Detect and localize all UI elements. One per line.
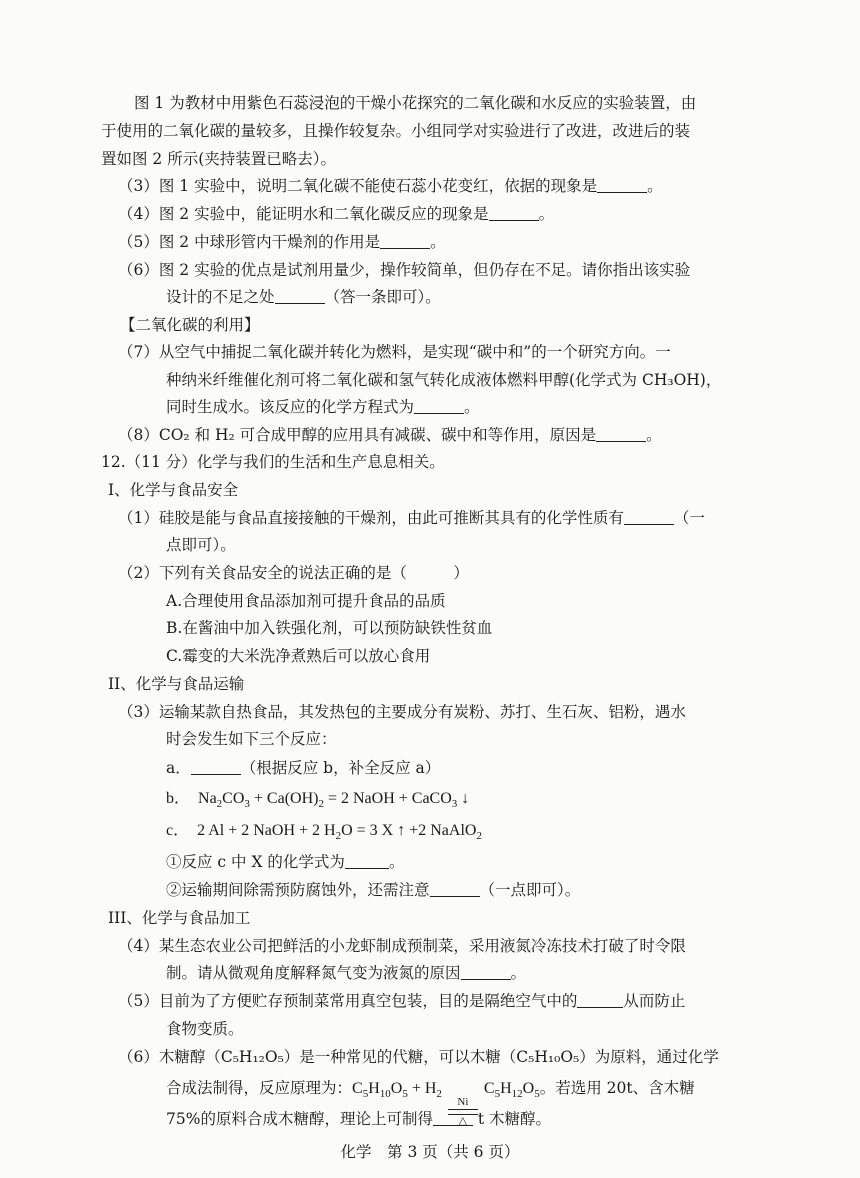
question-3: （3）图 1 实验中，说明二氧化碳不能使石蕊小花变红，依据的现象是 。: [118, 177, 663, 195]
question-12-header: 12.（11 分）化学与我们的生活和生产息息相关。: [101, 453, 445, 471]
equation-c: 2 Al + 2 NaOH + 2 $H_2O = 3$ X ↑ +2 NaAlO$_2$: [193, 822, 482, 843]
q12-6-line-2: 合成法制得，反应原理为：$C_5H_{10}O_5 + H_2$ Ni △ $C_5H_{12}O_5$。若选用 20t、含木糖: [166, 1079, 695, 1127]
q12-1-line-1: （1）硅胶是能与食品直接接触的干燥剂，由此可推断其具有的化学性质有 （一: [118, 509, 705, 527]
answer-blank[interactable]: [577, 993, 623, 1008]
section-II: II、化学与食品运输: [108, 675, 245, 693]
section-I: I、化学与食品安全: [108, 481, 239, 499]
reaction-a: a． （根据反应 b，补全反应 a）: [166, 759, 441, 777]
answer-blank[interactable]: [489, 206, 539, 221]
q12-6-line-1: （6）木糖醇（C₅H₁₂O₅）是一种常见的代糖，可以木糖（C₅H₁₀O₅）为原料，通过化学: [118, 1048, 719, 1066]
page-footer: 化学 第 3 页（共 6 页）: [340, 1143, 520, 1161]
answer-blank[interactable]: [461, 965, 511, 980]
q12-6-line-3: 75%的原料合成木糖醇，理论上可制得 t 木糖醇。: [166, 1110, 552, 1128]
reaction-c: c． 2 Al + 2 NaOH + 2 $H_2O = 3$ X ↑ +2 NaAlO$_2$: [166, 822, 482, 843]
question-7-line-1: （7）从空气中捕捉二氧化碳并转化为燃料，是实现“碳中和”的一个研究方向。一: [118, 343, 671, 361]
question-7-line-3: 同时生成水。该反应的化学方程式为 。: [166, 398, 480, 416]
q12-3-sub-1: ①反应 c 中 X 的化学式为 。: [166, 853, 405, 871]
section-co2-use: 【二氧化碳的利用】: [120, 316, 260, 334]
q12-3-sub-2: ②运输期间除需预防腐蚀外，还需注意 （一点即可）。: [166, 881, 581, 899]
option-B[interactable]: B.在酱油中加入铁强化剂，可以预防缺铁性贫血: [166, 619, 493, 637]
q12-3-line-2: 时会发生如下三个反应：: [166, 730, 337, 748]
question-6-line-1: （6）图 2 实验的优点是试剂用量少，操作较简单，但仍存在不足。请你指出该实验: [118, 261, 691, 279]
answer-blank[interactable]: [345, 854, 389, 869]
intro-line-1: 图 1 为教材中用紫色石蕊浸泡的干燥小花探究的二氧化碳和水反应的实验装置，由: [134, 94, 697, 112]
reaction-condition: Ni △: [448, 1097, 478, 1127]
question-4: （4）图 2 实验中，能证明水和二氧化碳反应的现象是 。: [118, 205, 555, 223]
q12-5-line-1: （5）目前为了方便贮存预制菜常用真空包装，目的是隔绝空气中的 从而防止: [118, 992, 686, 1010]
option-C[interactable]: C.霉变的大米洗净煮熟后可以放心食用: [166, 647, 431, 665]
answer-blank[interactable]: [597, 178, 647, 193]
question-7-line-2: 种纳米纤维催化剂可将二氧化碳和氢气转化成液体燃料甲醇(化学式为 CH₃OH)，: [166, 371, 722, 389]
answer-blank[interactable]: [430, 882, 480, 897]
q12-4-line-1: （4）某生态农业公司把鲜活的小龙虾制成预制菜，采用液氮冷冻技术打破了时令限: [118, 937, 686, 955]
question-5: （5）图 2 中球形管内干燥剂的作用是 。: [118, 233, 446, 251]
question-6-line-2: 设计的不足之处 （答一条即可）。: [166, 288, 441, 306]
q12-2-stem: （2）下列有关食品安全的说法正确的是（ ）: [118, 564, 469, 582]
q12-5-line-2: 食物变质。: [166, 1020, 244, 1038]
q12-3-line-1: （3）运输某款自热食品，其发热包的主要成分有炭粉、苏打、生石灰、铝粉，遇水: [118, 703, 686, 721]
option-A[interactable]: A.合理使用食品添加剂可提升食品的品质: [166, 592, 446, 610]
q12-4-line-2: 制。请从微观角度解释氮气变为液氮的原因 。: [166, 964, 527, 982]
reaction-b: b． $Na_2CO_3 + Ca(OH)_2 = 2$ NaOH + CaCO$_3$ ↓: [166, 790, 470, 811]
answer-blank[interactable]: [275, 289, 325, 304]
answer-blank[interactable]: [414, 399, 464, 414]
intro-line-3: 置如图 2 所示(夹持装置已略去）。: [101, 150, 337, 168]
equation-b: $Na_2CO_3 + Ca(OH)_2 = 2$ NaOH + CaCO$_3$ ↓: [194, 790, 470, 811]
equation-xylitol: $C_5H_{10}O_5 + H_2$ Ni △ $C_5H_{12}O_5$: [352, 1080, 540, 1127]
answer-blank[interactable]: [596, 427, 646, 442]
answer-blank[interactable]: [380, 234, 430, 249]
answer-blank[interactable]: [433, 1111, 473, 1126]
answer-blank[interactable]: [624, 510, 674, 525]
q12-1-line-2: 点即可）。: [166, 536, 236, 554]
answer-blank[interactable]: [191, 760, 241, 775]
question-8: （8）CO₂ 和 H₂ 可合成甲醇的应用具有减碳、碳中和等作用，原因是 。: [118, 426, 662, 444]
section-III: III、化学与食品加工: [108, 909, 251, 927]
intro-line-2: 于使用的二氧化碳的量较多，且操作较复杂。小组同学对实验进行了改进，改进后的装: [101, 122, 691, 140]
